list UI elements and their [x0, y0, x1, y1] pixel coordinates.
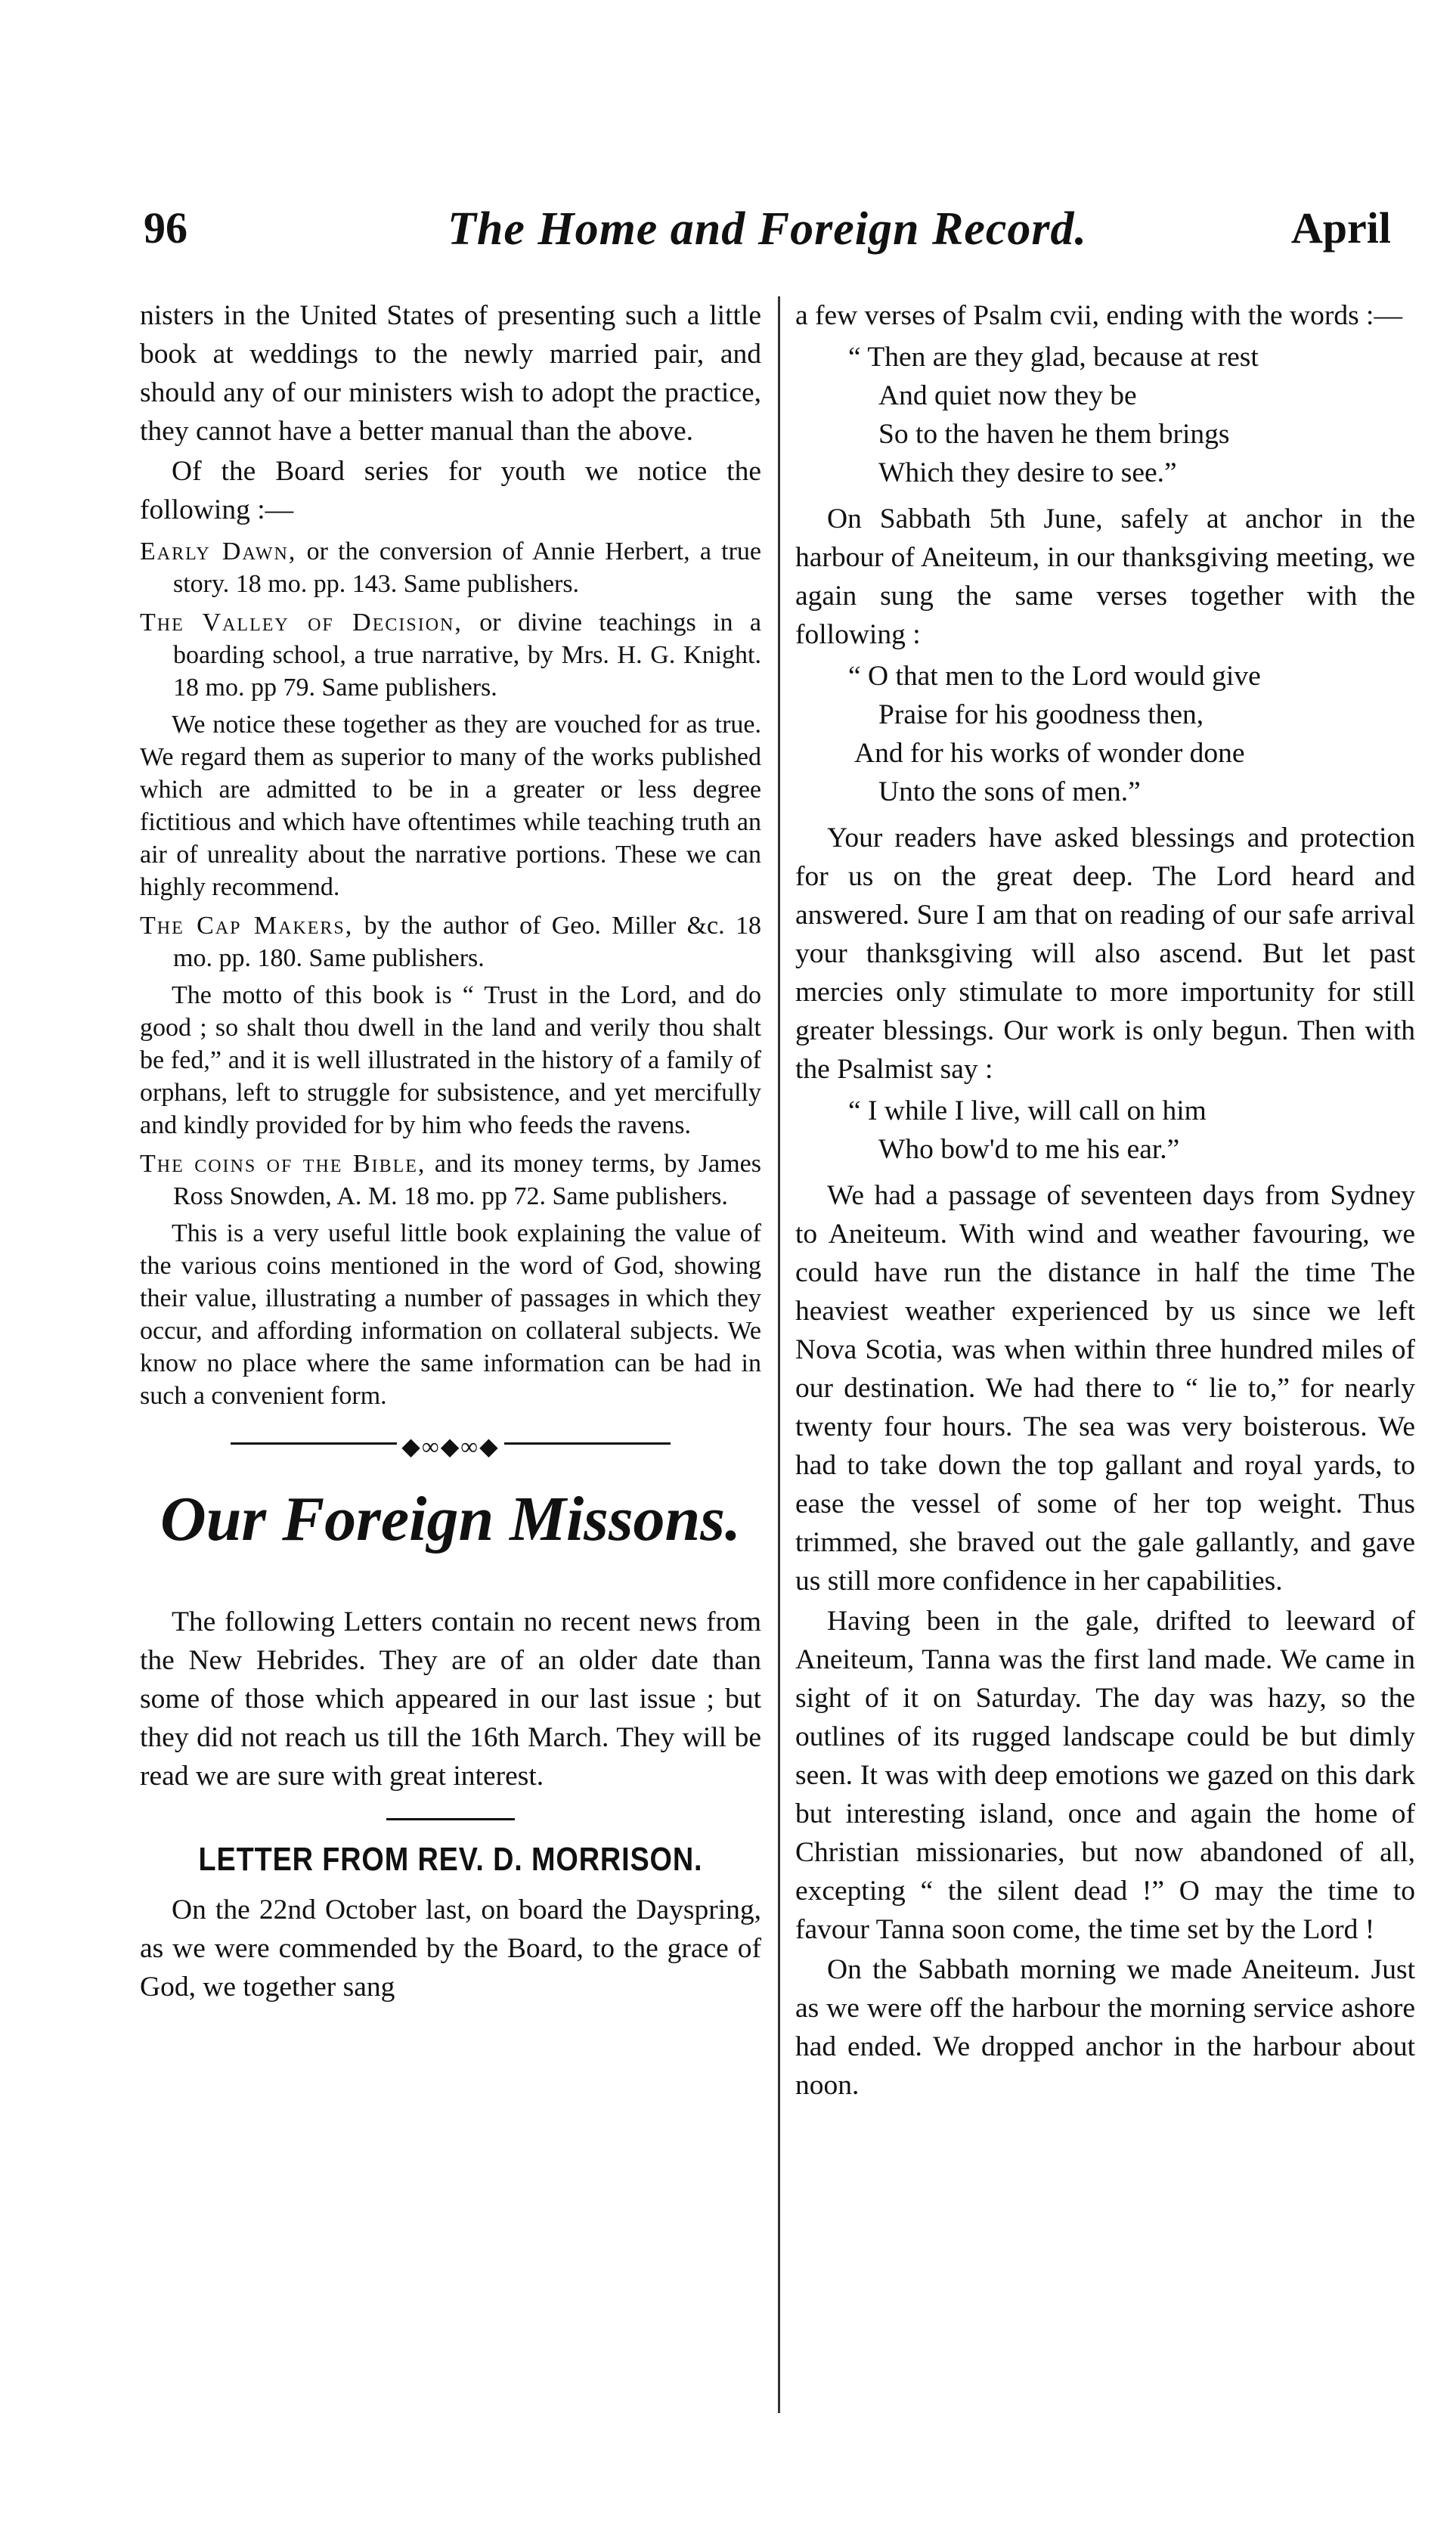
verse-line: “ O that men to the Lord would give: [848, 661, 1261, 692]
book-title: The coins of the Bible,: [140, 1150, 426, 1178]
book-title: Early Dawn,: [140, 537, 297, 565]
paragraph: On the Sabbath morning we made Aneiteum. Just as we were off the harbour the morning service ashore had ended. We dropped anchor in the harbour about noon.: [795, 1954, 1415, 2101]
ornament-line: [231, 1442, 397, 1445]
paragraph: On Sabbath 5th June, safely at anchor in the harbour of Aneiteum, in our thanksgiving meeting, we again sung the same verses together with the following :: [795, 503, 1415, 650]
book-entry: [140, 606, 761, 704]
ornament-line: [504, 1442, 671, 1445]
journal-title: The Home and Foreign Record.: [447, 203, 1088, 255]
column-divider: [778, 296, 780, 2413]
short-divider: [386, 1818, 515, 1820]
paragraph: We notice these together as they are vouched for as true. We regard them as superior to many of the works published which are admitted to be in a greater or less degree fictitious and which have oftentimes while teaching truth an air of unreality about the narrative portions. These we can highly recommend.: [140, 711, 761, 901]
verse-line: “ I while I live, will call on him: [848, 1095, 1207, 1126]
book-entry: [140, 535, 761, 600]
verse-line: Which they desire to see.”: [878, 457, 1177, 488]
paragraph: Having been in the gale, drifted to leeward of Aneiteum, Tanna was the first land made. We came in sight of it on Saturday. The day was hazy, so the outlines of its rugged landscape could be but dimly seen. It was with deep emotions we gazed on this dark but interesting island, once and again the home of Christian missionaries, but now abandoned of all, excepting “ the silent dead !” O may the time to favour Tanna soon come, the time set by the Lord !: [795, 1606, 1415, 1945]
verse-block: [795, 1092, 1415, 1169]
letter-heading: LETTER FROM REV. D. MORRISON.: [198, 1841, 703, 1878]
verse-line: And quiet now they be: [878, 380, 1137, 411]
page-header: [144, 203, 1391, 271]
book-entry: [140, 1148, 761, 1213]
paragraph: On the 22nd October last, on board the Dayspring, as we were commended by the Board, to the grace of God, we together sang: [140, 1894, 761, 2003]
paragraph: Your readers have asked blessings and protection for us on the great deep. The Lord heard and answered. Sure I am that on reading of our safe arrival your thanksgiving will also ascend. But let past mercies only stimulate to more importunity for still greater blessings. Our work is only begun. Then with the Psalmist say :: [795, 822, 1415, 1085]
paragraph: nisters in the United States of presenting such a little book at weddings to the newly married pair, and should any of our ministers wish to adopt the practice, they cannot have a better manual than the above.: [140, 300, 761, 447]
ornamental-divider: [140, 1432, 761, 1460]
ornament-flourish-icon: ◆∞◆∞◆: [401, 1433, 500, 1460]
verse-line: And for his works of wonder done: [854, 738, 1245, 769]
paragraph: The motto of this book is “ Trust in the Lord, and do good ; so shalt thou dwell in the land and verily thou shalt be fed,” and it is well illustrated in the history of a family of orphans, left to struggle for subsistence, and yet mercifully and kindly provided for by him who feeds the ravens.: [140, 981, 761, 1139]
paragraph: We had a passage of seventeen days from Sydney to Aneiteum. With wind and weather favouring, we could have run the distance in half the time The heaviest weather experienced by us since we left Nova Scotia, was when within three hundred miles of our destination. We had there to “ lie to,” for nearly twenty four hours. The sea was very boisterous. We had to take down the top gallant and royal yards, to ease the vessel of some of her top weight. Thus trimmed, she braved out the gale gallantly, and gave us still more confidence in her capabilities.: [795, 1180, 1415, 1597]
verse-line: Who bow'd to me his ear.”: [878, 1134, 1180, 1165]
verse-block: [795, 657, 1415, 811]
section-title: Our Foreign Missons.: [160, 1484, 741, 1554]
paragraph: This is a very useful little book explaining the value of the various coins mentioned in the word of God, showing their value, illustrating a number of passages in which they occur, and affording information on collateral subjects. We know no place where the same information can be had in such a convenient form.: [140, 1219, 761, 1410]
book-title: The Valley of Decision,: [140, 609, 463, 637]
paragraph: Of the Board series for youth we notice the following :—: [140, 456, 761, 525]
book-title: The Cap Makers,: [140, 912, 354, 940]
paragraph: The following Letters contain no recent news from the New Hebrides. They are of an older date than some of those which appeared in our last issue ; but they did not reach us till the 16th March. They will be read we are sure with great interest.: [140, 1606, 761, 1792]
book-entry: [140, 909, 761, 974]
book-details: by the author of Geo. Miller &c. 18 mo. pp. 180. Same publishers.: [173, 912, 761, 972]
verse-line: So to the haven he them brings: [878, 419, 1230, 450]
book-details: or the conversion of Annie Herbert, a true story. 18 mo. pp. 143. Same publishers.: [173, 537, 761, 598]
page-number: 96: [144, 203, 187, 252]
right-column: [795, 296, 1415, 2106]
paragraph: a few verses of Psalm cvii, ending with the words :—: [795, 300, 1402, 331]
verse-line: Praise for his goodness then,: [878, 699, 1204, 730]
book-details: or divine teachings in a boarding school, a true narrative, by Mrs. H. G. Knight. 18 mo. pp 79. Same publishers.: [173, 609, 761, 702]
left-column: [140, 296, 761, 2008]
issue-month: April: [1290, 203, 1391, 252]
book-details: and its money terms, by James Ross Snowden, A. M. 18 mo. pp 72. Same publishers.: [173, 1150, 761, 1210]
verse-line: “ Then are they glad, because at rest: [848, 342, 1259, 373]
verse-line: Unto the sons of men.”: [878, 776, 1141, 807]
verse-block: [795, 338, 1415, 492]
